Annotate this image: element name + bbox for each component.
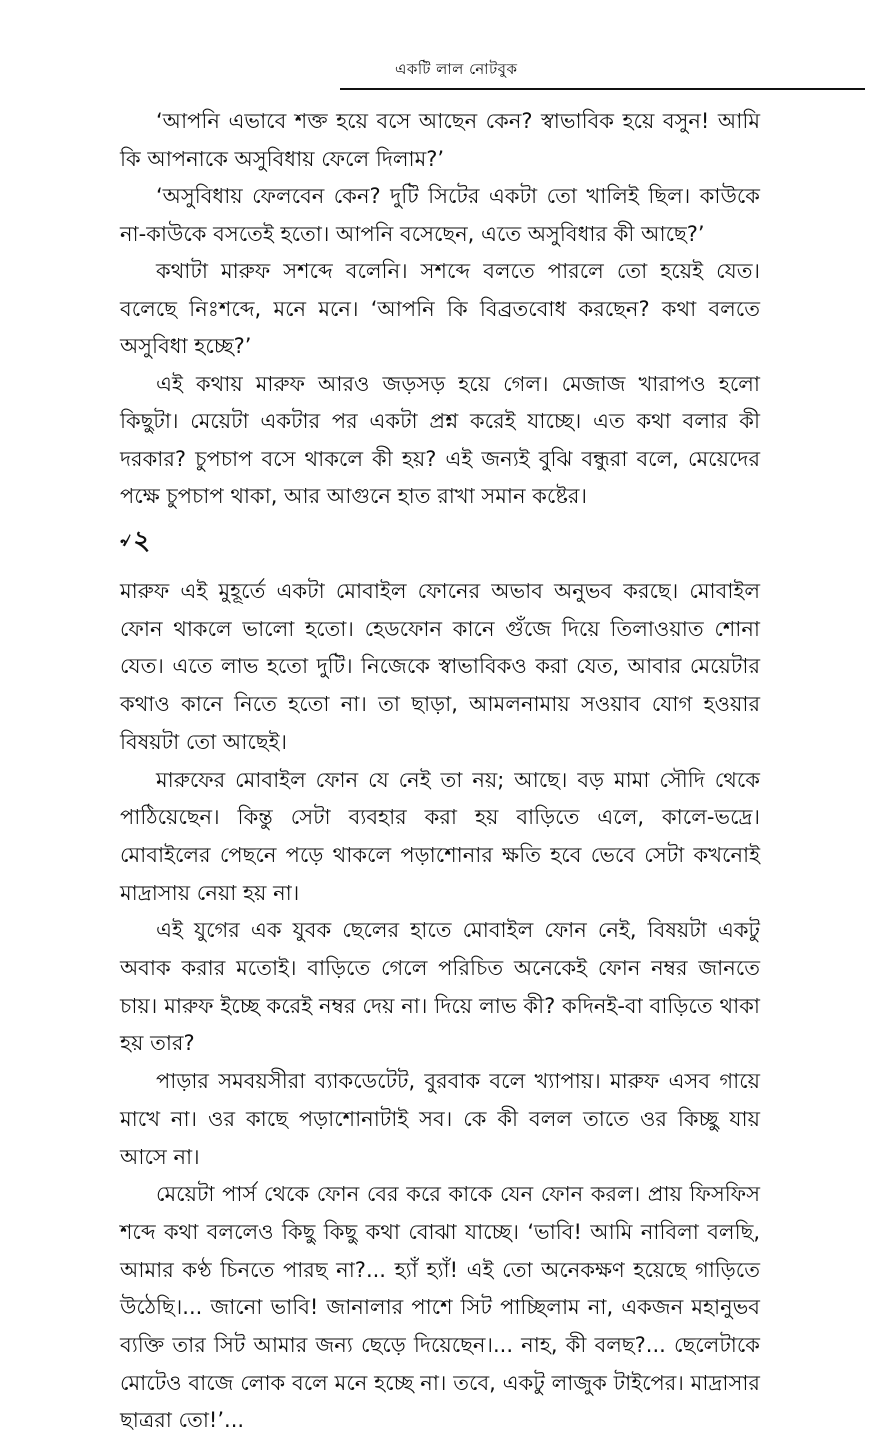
paragraph: মেয়েটা পার্স থেকে ফোন বের করে কাকে যেন ফোন করল। প্রায় ফিসফিস শব্দে কথা বললেও কিছু কিছু কথা বোঝা যাচ্ছে। ‘ভাবি! আমি নাবিলা বলছি, আমার কণ্ঠ চিনতে পারছ না?... হ্যাঁ হ্যাঁ! এই তো অনেকক্ষণ হয়েছে গাড়িতে উঠেছি।... জানো ভাবি! জানালার পাশে সিট পাচ্ছিলাম না, একজন মহানুভব ব্যক্তি তার সিট আমার জন্য ছেড়ে দিয়েছেন।... নাহ, কী বলছ?... ছেলেটাকে মোটেও বাজে লোক বলে মনে হচ্ছে না। তবে, একটু লাজুক টাইপের। মাদ্রাসার ছাত্ররা তো!’... <box>120 1182 760 1433</box>
section-heading <box>120 520 150 564</box>
paragraph: কথাটা মারুফ সশব্দে বলেনি। সশব্দে বলতে পারলে তো হয়েই যেত। বলেছে নিঃশব্দে, মনে মনে। ‘আপনি কি বিব্রতবোধ করছেন? কথা বলতে অসুবিধা হচ্ছে?’ <box>120 259 760 358</box>
paragraph: মারুফের মোবাইল ফোন যে নেই তা নয়; আছে। বড় মামা সৌদি থেকে পাঠিয়েছেন। কিন্তু সেটা ব্যবহার করা হয় বাড়িতে এলে, কালে-ভদ্রে। মোবাইলের পেছনে পড়ে থাকলে পড়াশোনার ক্ষতি হবে ভেবে সেটা কখনোই মাদ্রাসায় নেয়া হয় না। <box>120 767 760 905</box>
paragraph: এই যুগের এক যুবক ছেলের হাতে মোবাইল ফোন নেই, বিষয়টা একটু অবাক করার মতোই। বাড়িতে গেলে পরিচিত অনেকেই ফোন নম্বর জানতে চায়। মারুফ ইচ্ছে করেই নম্বর দেয় না। দিয়ে লাভ কী? কদিনই-বা বাড়িতে থাকা হয় তার? <box>120 918 760 1056</box>
section-two-text <box>120 573 760 1440</box>
section-one-text <box>120 103 760 516</box>
section-ornament-icon: ৵ <box>120 530 132 551</box>
paragraph: মারুফ এই মুহূর্তে একটা মোবাইল ফোনের অভাব অনুভব করছে। মোবাইল ফোন থাকলে ভালো হতো। হেডফোন কানে গুঁজে দিয়ে তিলাওয়াত শোনা যেত। এতে লাভ হতো দুটি। নিজেকে স্বাভাবিকও করা যেত, আবার মেয়েটার কথাও কানে নিতে হতো না। তা ছাড়া, আমলনামায় সওয়াব যোগ হওয়ার বিষয়টা তো আছেই। <box>120 579 760 754</box>
paragraph: এই কথায় মারুফ আরও জড়সড় হয়ে গেল। মেজাজ খারাপও হলো কিছুটা। মেয়েটা একটার পর একটা প্রশ্ন করেই যাচ্ছে। এত কথা বলার কী দরকার? চুপচাপ বসে থাকলে কী হয়? এই জন্যই বুঝি বন্ধুরা বলে, মেয়েদের পক্ষে চুপচাপ থাকা, আর আগুনে হাত রাখা সমান কষ্টের। <box>120 371 760 508</box>
running-header-title: একটি লাল নোটবুক <box>395 60 518 78</box>
header-rule <box>340 88 865 90</box>
paragraph: ‘অসুবিধায় ফেলবেন কেন? দুটি সিটের একটা তো খালিই ছিল। কাউকে না-কাউকে বসতেই হতো। আপনি বসেছেন, এতে অসুবিধার কী আছে?’ <box>120 184 760 246</box>
paragraph: পাড়ার সমবয়সীরা ব্যাকডেটেট, বুরবাক বলে খ্যাপায়। মারুফ এসব গায়ে মাখে না। ওর কাছে পড়াশোনাটাই সব। কে কী বলল তাতে ওর কিচ্ছু যায় আসে না। <box>120 1069 760 1169</box>
paragraph: ‘আপনি এভাবে শক্ত হয়ে বসে আছেন কেন? স্বাভাবিক হয়ে বসুন! আমি কি আপনাকে অসুবিধায় ফেলে দিলাম?’ <box>120 109 760 171</box>
section-number: ২ <box>133 526 151 556</box>
